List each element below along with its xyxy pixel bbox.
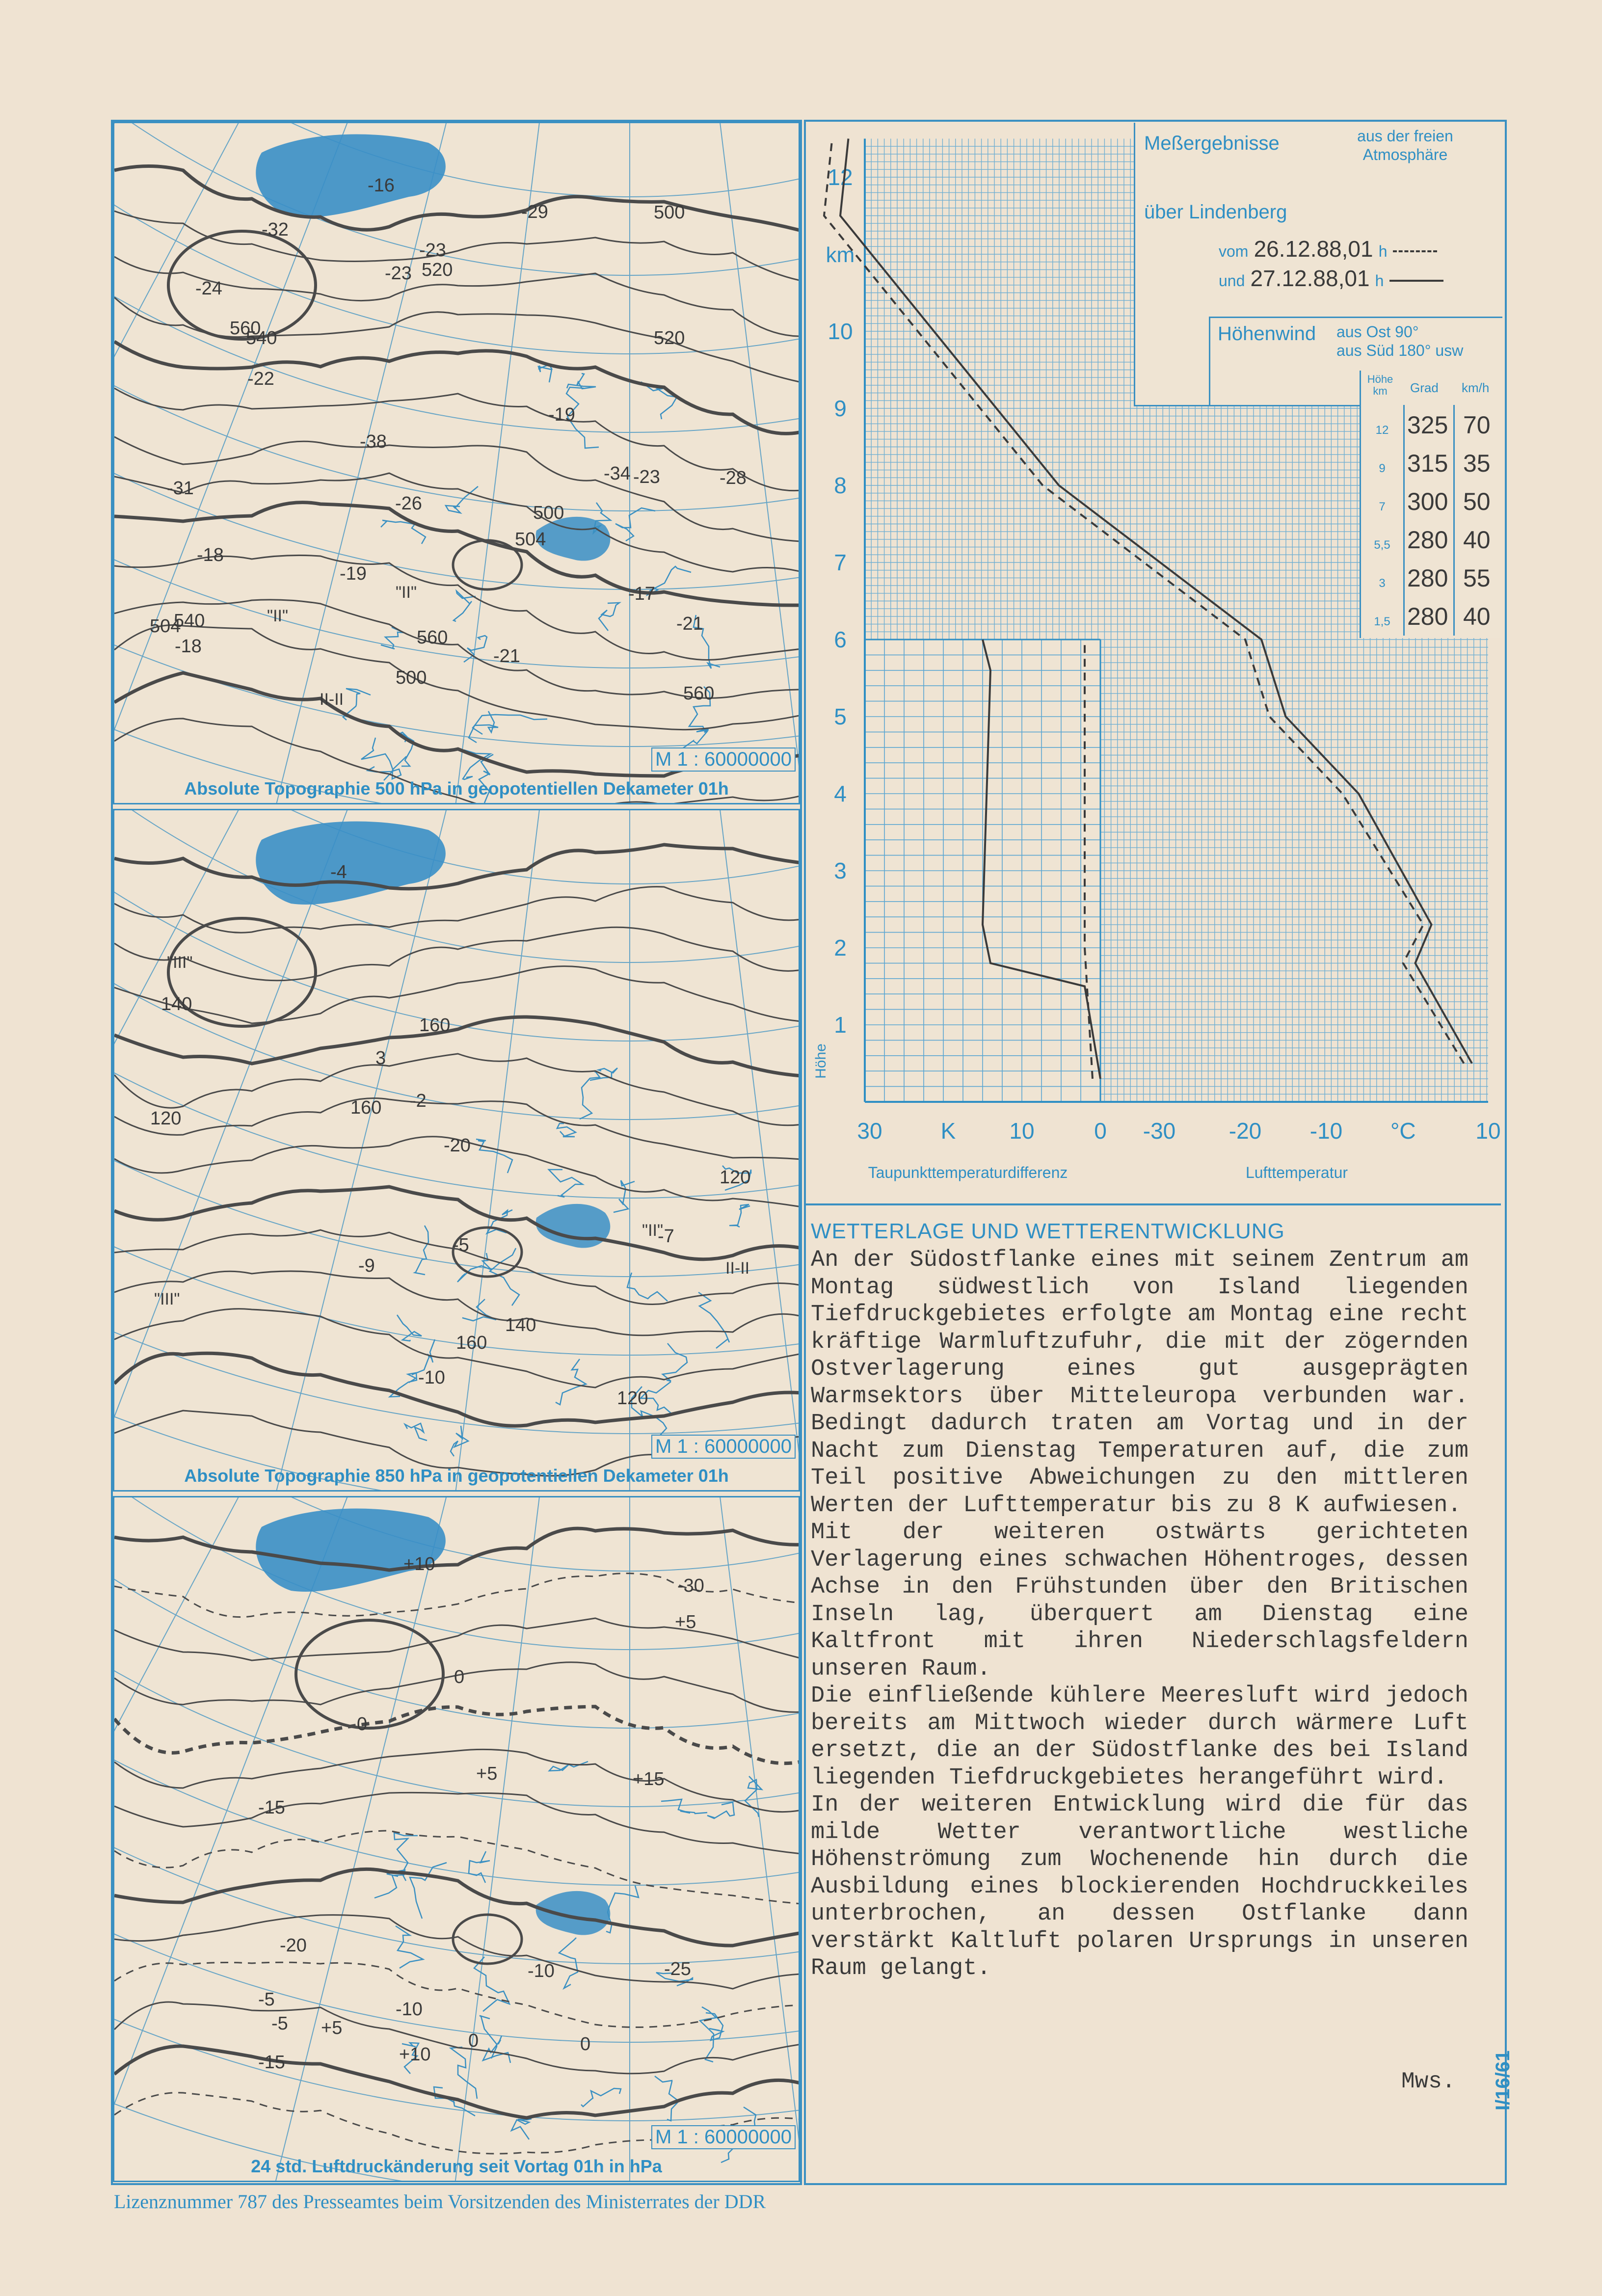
- contour-line: [114, 887, 799, 933]
- map-label: 540: [174, 611, 205, 631]
- y-tick-label: 10: [828, 319, 853, 344]
- map-label: -7: [658, 1226, 674, 1247]
- wind-row-height: 3: [1379, 577, 1386, 590]
- coast-segment: [451, 1426, 468, 1456]
- wind-col-divider2: [1453, 405, 1455, 636]
- map-label: 160: [456, 1333, 487, 1353]
- coast-segment: [655, 2076, 679, 2121]
- coast-segment: [559, 1938, 578, 1988]
- map-label: 120: [150, 1108, 182, 1129]
- map-label: -28: [720, 468, 747, 488]
- wind-table: [1360, 371, 1502, 638]
- map-label: -22: [247, 369, 274, 389]
- meridian-line: [202, 810, 630, 1490]
- map-label: "III": [154, 1290, 180, 1308]
- map-label: 140: [505, 1315, 536, 1335]
- meridian-line: [630, 810, 799, 1490]
- meridian-line: [630, 810, 799, 1233]
- map-label: 120: [720, 1167, 751, 1188]
- map-label: -10: [528, 1961, 555, 1981]
- text-divider: [806, 1203, 1501, 1205]
- map-label: "II": [267, 607, 289, 625]
- y-tick-label: 1: [834, 1012, 847, 1038]
- y-tick-label: 8: [834, 473, 847, 498]
- legend-date1-row: [1219, 236, 1437, 262]
- x-right-tick: -30: [1143, 1118, 1176, 1144]
- map-label: +5: [321, 2018, 343, 2038]
- y-tick-label: 5: [834, 704, 847, 729]
- greenland-shape: [256, 134, 446, 217]
- wind-row-kmh: 35: [1463, 450, 1491, 477]
- legend-date2-row: [1219, 265, 1443, 292]
- wind-row-kmh: 40: [1463, 526, 1491, 554]
- map-label: 120: [617, 1388, 648, 1409]
- wind-row-height: 7: [1379, 500, 1386, 513]
- map-label: 504: [150, 616, 181, 637]
- dashed-line-icon: [1393, 250, 1437, 252]
- latitude-line: [114, 123, 799, 511]
- map-label: -19: [340, 563, 367, 584]
- wind-row: [1361, 600, 1502, 639]
- weather-paragraph-1: An der Südostflanke eines mit seinem Zentrum am Montag südwestlich von Island liegenden Tiefdruckgebietes erfolgte am Montag eine recht kräftige Warmluftzufuhr, die mit der zögernden Ostverlagerung eines gut ausgeprägten Warmsektors über Mitteleuropa verbunden war. Bedingt dadurch traten am Vortag und in der Nacht zum Dienstag Temperaturen auf, die zum Teil positive Abweichungen zu den mittleren Werten der Lufttemperatur bis zu 8 K aufwiesen.: [811, 1247, 1468, 1519]
- coast-segment: [745, 1776, 762, 1817]
- x-left-tick: 0: [1094, 1118, 1107, 1144]
- map-label: 160: [350, 1097, 382, 1118]
- latitude-line: [114, 123, 799, 197]
- meridian-line: [630, 810, 799, 1490]
- map-label: -21: [676, 614, 703, 634]
- x-left-tick: 30: [857, 1118, 882, 1144]
- map-label: +10: [399, 2044, 431, 2065]
- meridian-line: [202, 1497, 630, 2181]
- wind-row-grad: 280: [1407, 564, 1448, 592]
- meridian-line: [630, 810, 799, 1387]
- map-label: -5: [258, 1989, 275, 2010]
- contour-line: [114, 342, 799, 433]
- map-500hpa-scale: M 1 : 60000000: [651, 748, 796, 772]
- map-label: -29: [521, 202, 548, 222]
- map-label: II-II: [725, 1259, 750, 1278]
- map-label: -32: [262, 219, 289, 240]
- contour-line: [114, 388, 799, 491]
- y-tick-label: 12: [828, 164, 853, 190]
- map-label: 520: [654, 328, 685, 348]
- latitude-line: [114, 1497, 799, 2181]
- map-850hpa-caption: Absolute Topographie 850 hPa in geopotentiellen Dekameter 01h: [184, 1466, 729, 1486]
- coast-segment: [405, 1423, 427, 1441]
- x-right-tick: -20: [1228, 1118, 1262, 1144]
- greenland-shape: [256, 822, 446, 905]
- contours: [114, 845, 799, 1476]
- map-pressure-change-scale: M 1 : 60000000: [651, 2125, 796, 2149]
- coast-segment: [581, 2088, 621, 2107]
- latitude-line: [114, 123, 799, 432]
- map-label: -5: [453, 1235, 469, 1255]
- map-label: -10: [396, 1999, 423, 2020]
- map-label: -18: [197, 545, 224, 565]
- meridian-line: [414, 1497, 630, 2181]
- coast-segment: [549, 1762, 588, 1771]
- coast-segment: [538, 365, 552, 382]
- map-850hpa-drawing: [114, 810, 799, 1490]
- map-label: -21: [493, 646, 520, 667]
- coast-segment: [469, 1851, 490, 1883]
- map-pressure-change-drawing: [114, 1497, 799, 2181]
- weather-paragraph-4: In der weiteren Entwicklung wird die für das milde Wetter verantwortliche westliche Höhenströmung zum Wochenende hin durch die Ausbildung eines blockierenden Hochdruckkeiles unterbrochen, an dessen Ostflanke dann verstärkt Kaltluft polaren Ursprungs in unseren Raum gelangt.: [811, 1792, 1468, 1981]
- wind-row-kmh: 40: [1463, 603, 1491, 630]
- x-left-tick: K: [940, 1118, 956, 1144]
- coast-segment: [511, 2119, 532, 2139]
- x-right-tick: -10: [1309, 1118, 1343, 1144]
- wind-col-kmh: km/h: [1462, 380, 1490, 395]
- contour-line: [114, 1271, 799, 1335]
- coast-segment: [483, 2036, 510, 2063]
- meridian-line: [414, 123, 630, 803]
- map-label: -24: [195, 278, 222, 299]
- map-pressure-change: [113, 1496, 800, 2182]
- legend-h2: h: [1375, 272, 1384, 290]
- x-right-tick: °C: [1390, 1118, 1416, 1144]
- map-label: -16: [368, 175, 395, 196]
- license-line: Lizenznummer 787 des Presseamtes beim Vorsitzenden des Ministerrates der DDR: [114, 2190, 766, 2213]
- map-label: -34: [604, 463, 631, 484]
- sounding-legend: [1134, 123, 1501, 406]
- contour-line: [114, 1353, 799, 1426]
- weather-text: [811, 1247, 1468, 1982]
- contour-line: [114, 966, 799, 1023]
- map-label: -15: [258, 2052, 285, 2073]
- legend-h1: h: [1378, 242, 1388, 260]
- map-label: 0: [357, 1714, 368, 1735]
- wind-row-height: 5,5: [1374, 538, 1390, 552]
- contour-line: [114, 2002, 799, 2074]
- map-850hpa-scale: M 1 : 60000000: [651, 1435, 796, 1459]
- map-label: -23: [385, 263, 412, 284]
- map-label: -15: [258, 1797, 285, 1818]
- coast-segment: [368, 756, 406, 779]
- contour-line: [114, 1707, 799, 1763]
- map-label: 560: [683, 683, 715, 704]
- map-pressure-change-caption: 24 std. Luftdruckänderung seit Vortag 01h in hPa: [251, 2156, 662, 2176]
- hoehe-label: Höhe: [813, 1043, 829, 1079]
- wind-row-kmh: 70: [1463, 411, 1491, 439]
- coast-segment: [707, 1802, 734, 1818]
- latitude-line: [114, 1497, 799, 2181]
- wind-dir1: aus Ost 90°: [1336, 323, 1419, 341]
- meridian-line: [630, 123, 799, 189]
- coast-segment: [410, 1863, 447, 1919]
- map-label: +5: [675, 1612, 696, 1632]
- wind-row-height: 1,5: [1374, 615, 1390, 628]
- contour-line: [114, 211, 799, 281]
- map-label: 140: [161, 994, 192, 1015]
- map-label: -9: [358, 1255, 375, 1276]
- map-label: -31: [167, 478, 194, 499]
- coast-segment: [451, 2047, 477, 2099]
- y-tick-label: 7: [834, 550, 847, 575]
- wind-col-height: Höhe km: [1367, 373, 1393, 397]
- wind-dir2: aus Süd 180° usw: [1336, 342, 1464, 359]
- km-label: km: [826, 243, 855, 267]
- latitude-line: [114, 123, 799, 354]
- coast-segment: [473, 715, 547, 734]
- meridian-line: [630, 810, 799, 876]
- map-label: -20: [280, 1935, 307, 1956]
- legend-vom: vom: [1219, 242, 1249, 260]
- map-label: -23: [419, 240, 446, 261]
- latitude-line: [114, 810, 799, 1120]
- contour-line: [114, 927, 799, 980]
- wind-row: [1361, 409, 1502, 447]
- meridian-line: [114, 1497, 630, 2074]
- legend-date1: 26.12.88,01: [1254, 236, 1373, 262]
- map-label: 504: [515, 529, 546, 550]
- map-label: +5: [476, 1763, 498, 1784]
- wind-row-grad: 280: [1407, 526, 1448, 554]
- wind-row-height: 9: [1379, 462, 1386, 475]
- pressure-cell: [296, 1620, 443, 1728]
- map-label: -4: [330, 862, 347, 882]
- map-500hpa-caption: Absolute Topographie 500 hPa in geopotentiellen Dekameter 01h: [184, 778, 729, 799]
- wind-rows: [1361, 409, 1502, 639]
- map-label: -17: [628, 584, 655, 604]
- coast-segment: [434, 2087, 475, 2116]
- meridian-line: [630, 1497, 799, 1749]
- coast-segment: [415, 1226, 428, 1275]
- contour-line: [114, 1869, 799, 1946]
- wind-row-kmh: 50: [1463, 488, 1491, 515]
- coast-segment: [663, 1343, 687, 1381]
- coast-segment: [549, 1170, 583, 1197]
- wind-row-grad: 325: [1407, 411, 1448, 439]
- coast-segment: [614, 1180, 635, 1212]
- map-label: +10: [403, 1554, 435, 1575]
- meridian-line: [630, 1497, 799, 1921]
- map-label: -26: [395, 493, 422, 514]
- contour-line: [114, 166, 799, 231]
- x-left-axis-label: Taupunkttemperaturdifferenz: [868, 1164, 1068, 1181]
- map-850hpa: [113, 809, 800, 1492]
- wind-row-grad: 315: [1407, 450, 1448, 477]
- wind-row: [1361, 447, 1502, 485]
- map-label: -30: [677, 1575, 704, 1596]
- contour-line: [114, 1749, 799, 1812]
- map-label: 500: [533, 503, 564, 523]
- latitude-line: [114, 810, 799, 962]
- x-right-axis-label: Lufttemperatur: [1245, 1164, 1348, 1181]
- solid-line-icon: [1389, 280, 1443, 282]
- map-label: -18: [175, 636, 202, 657]
- y-tick-label: 3: [834, 858, 847, 883]
- alps-shape: [536, 517, 611, 561]
- latitude-line: [114, 123, 799, 668]
- y-tick-label: 2: [834, 935, 847, 961]
- coast-segment: [476, 1139, 512, 1173]
- map-label: 520: [422, 260, 453, 280]
- greenland-shape: [256, 1509, 446, 1592]
- map-label: 500: [396, 667, 427, 688]
- x-left-tick: 10: [1009, 1118, 1035, 1144]
- wind-row-height: 12: [1375, 424, 1389, 437]
- weather-paragraph-3: Die einfließende kühlere Meeresluft wird jedoch bereits am Mittwoch wieder durch wärmere Luft ersetzt, die an der Südostflanke des bei Island liegenden Tiefdruckgebietes herangeführt wird.: [811, 1683, 1468, 1791]
- coast-segment: [729, 1204, 750, 1227]
- legend-date2: 27.12.88,01: [1250, 266, 1370, 291]
- map-label: -20: [444, 1135, 471, 1156]
- latitude-line: [114, 1497, 799, 1807]
- latitude-line: [114, 810, 799, 1355]
- map-label: 0: [580, 2034, 591, 2055]
- side-code: I/16/61: [1492, 2050, 1514, 2110]
- coast-segment: [396, 1926, 423, 1968]
- contour-line: [114, 1962, 799, 2027]
- latitude-line: [114, 810, 799, 1041]
- wind-col-divider1: [1403, 405, 1405, 636]
- y-tick-label: 6: [834, 627, 847, 652]
- legend-location: über Lindenberg: [1144, 201, 1287, 223]
- map-label: 160: [419, 1015, 451, 1036]
- weather-paragraph-2: Mit der weiteren ostwärts gerichteten Verlagerung eines schwachen Höhentroges, dessen Achse in den Frühstunden über den Britischen Inseln lag, überquert am Dienstag eine Kaltfront mit ihren Niederschlagsfeldern unseren Raum.: [811, 1520, 1468, 1682]
- alps-shape: [536, 1891, 611, 1935]
- map-500hpa: [113, 122, 800, 804]
- map-label: 560: [230, 318, 261, 339]
- map-label: -2: [410, 1091, 427, 1111]
- map-label: 0: [454, 1667, 465, 1687]
- map-label: -25: [664, 1959, 691, 1979]
- contour-line: [114, 1792, 799, 1854]
- wind-row: [1361, 524, 1502, 562]
- wind-row-kmh: 55: [1463, 564, 1491, 592]
- legend-aside: aus der freien Atmosphäre: [1357, 127, 1453, 163]
- map-label: 3: [375, 1048, 386, 1068]
- map-label: 540: [246, 328, 277, 348]
- weather-title: WETTERLAGE UND WETTERENTWICKLUNG: [811, 1219, 1285, 1243]
- alps-shape: [536, 1204, 611, 1248]
- coast-segment: [698, 1292, 729, 1348]
- map-label: "II": [396, 583, 417, 602]
- coast-segment: [615, 508, 655, 541]
- y-tick-label: 9: [834, 396, 847, 421]
- coast-segment: [397, 1315, 422, 1341]
- contour-line: [114, 1528, 799, 1570]
- meridian-line: [630, 810, 799, 1490]
- meridian-line: [630, 810, 799, 1490]
- map-500hpa-drawing: [114, 123, 799, 803]
- map-label: "II": [642, 1221, 664, 1240]
- meridian-line: [630, 810, 799, 1490]
- legend-und: und: [1219, 272, 1245, 290]
- map-label: II-II: [320, 690, 344, 709]
- map-label: +15: [633, 1769, 665, 1789]
- wind-title: Höhenwind: [1218, 323, 1316, 345]
- coast-segment: [700, 2007, 716, 2062]
- wind-row-grad: 300: [1407, 488, 1448, 515]
- contour-line: [114, 1054, 799, 1125]
- map-label: -5: [271, 2013, 288, 2034]
- map-label: 0: [468, 2030, 479, 2051]
- map-label: -23: [633, 467, 660, 487]
- wind-row: [1361, 485, 1502, 524]
- coast-segment: [682, 728, 709, 749]
- coast-segment: [599, 603, 619, 631]
- wind-row: [1361, 562, 1502, 600]
- legend-title: Meßergebnisse: [1144, 133, 1280, 154]
- latitude-line: [114, 1497, 799, 1885]
- wind-row-grad: 280: [1407, 603, 1448, 630]
- map-label: -38: [360, 431, 387, 452]
- map-label: -19: [548, 404, 575, 425]
- x-right-tick: 10: [1475, 1118, 1501, 1144]
- signature: Mws.: [1401, 2069, 1456, 2094]
- coast-segment: [557, 1123, 576, 1137]
- latitude-line: [114, 1497, 799, 2181]
- contour-line: [114, 625, 799, 730]
- map-label: -10: [418, 1367, 445, 1388]
- coast-segment: [567, 374, 596, 389]
- map-label: 500: [654, 202, 685, 223]
- wind-col-grad: Grad: [1410, 380, 1439, 395]
- map-label: "III": [167, 953, 193, 972]
- map-label: 560: [417, 627, 448, 648]
- y-tick-label: 4: [834, 781, 847, 806]
- latlon-grid: [114, 1497, 799, 2181]
